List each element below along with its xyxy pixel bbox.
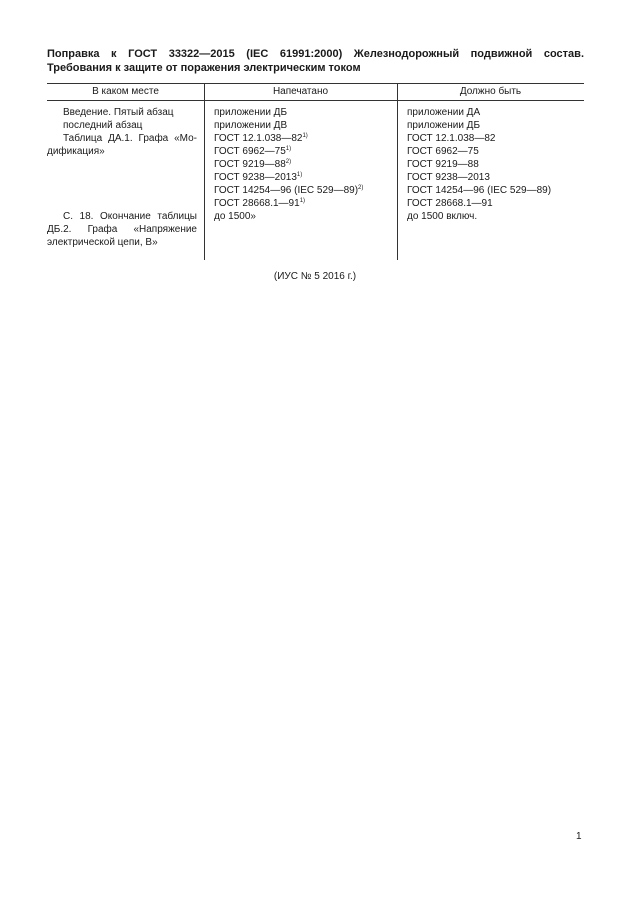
page-number: 1	[576, 831, 582, 842]
printed-line: приложении ДВ	[214, 120, 288, 131]
printed-line: приложении ДБ	[214, 107, 288, 118]
column-location	[47, 106, 197, 249]
printed-line: ГОСТ 9238—2013$^{1)}$	[214, 172, 303, 183]
should-be-line: приложении ДА	[407, 107, 481, 118]
location-line: Таблица ДА.1. Графа «Мо-	[63, 133, 197, 144]
printed-line: ГОСТ 28668.1—91$^{1)}$	[214, 198, 306, 209]
header-should-be: Должно быть	[459, 86, 522, 97]
header-location: В каком месте	[92, 86, 159, 97]
should-be-line: ГОСТ 9238—2013	[407, 172, 490, 183]
printed-line: ГОСТ 12.1.038—82$^{1)}$	[214, 133, 308, 144]
printed-line: ГОСТ 9219—88$^{2)}$	[214, 159, 292, 170]
spacer	[47, 158, 197, 210]
should-be-line: приложении ДБ	[407, 120, 481, 131]
column-divider-1	[204, 83, 205, 260]
should-be-line: ГОСТ 12.1.038—82	[407, 133, 496, 144]
column-divider-2	[397, 83, 398, 260]
should-be-line: до 1500 включ.	[407, 211, 478, 222]
printed-line: ГОСТ 6962—75$^{1)}$	[214, 146, 292, 157]
location-line: Введение. Пятый абзац	[63, 107, 174, 118]
location-line: С. 18. Окончание таблицы	[63, 211, 197, 222]
document-title: Поправка к ГОСТ 33322—2015 (IEC 61991:2000) Железнодорожный подвижной состав. Требования к защите от поражения электрическим током	[47, 48, 584, 74]
should-be-line: ГОСТ 14254—96 (IEC 529—89)	[407, 185, 552, 196]
printed-line: до 1500»	[214, 211, 256, 222]
should-be-line: ГОСТ 6962—75	[407, 146, 479, 157]
printed-line: ГОСТ 14254—96 (IEC 529—89)$^{2)}$	[214, 185, 364, 196]
should-be-line: ГОСТ 28668.1—91	[407, 198, 493, 209]
location-line: последний абзац	[63, 120, 143, 131]
location-line: электрической цепи, В»	[47, 237, 158, 248]
column-printed	[214, 106, 394, 223]
ius-reference: (ИУС № 5 2016 г.)	[273, 271, 357, 282]
table-header-rule	[47, 100, 584, 101]
header-printed: Напечатано	[272, 86, 329, 97]
should-be-line: ГОСТ 9219—88	[407, 159, 479, 170]
location-line: дификация»	[47, 146, 105, 157]
column-should-be	[407, 106, 584, 223]
location-line: ДБ.2. Графа «Напряжение	[47, 224, 197, 235]
